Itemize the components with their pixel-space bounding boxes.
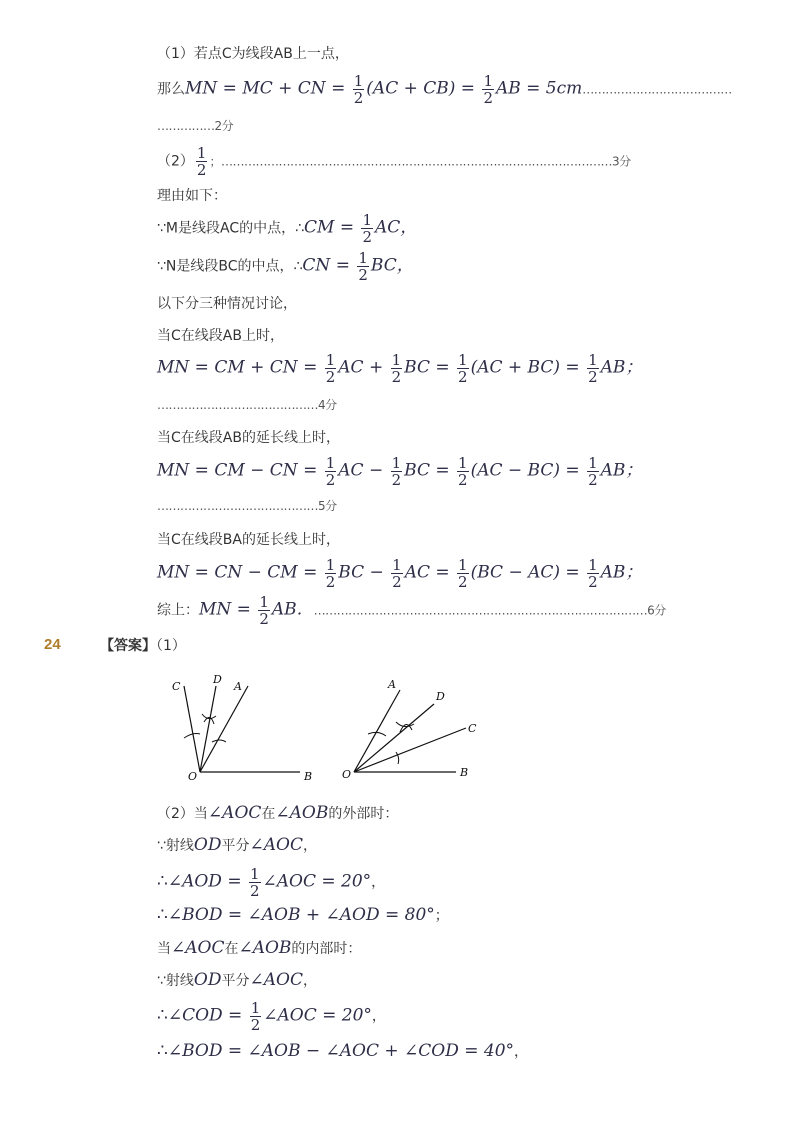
case1-equation: MN = CM + CN = $\frac{1}{2}$ AC + $\frac{1}{2}$ BC = $\frac{1}{2}$ (AC + BC) = $\frac{1}{2}$ AB；: [157, 351, 643, 386]
figure-angle-inside: [338, 672, 488, 788]
fraction: $\frac{1}{2}$: [325, 454, 336, 489]
label-d: D: [213, 673, 222, 686]
three-cases-line: 以下分三种情况讨论，: [157, 296, 297, 312]
part1-line1: （1）若点C为线段AB上一点，: [157, 46, 349, 62]
fraction: $\frac{1}{2}$: [362, 211, 373, 246]
fraction: $\frac{1}{2}$: [458, 454, 468, 489]
fraction: $\frac{1}{2}$: [259, 593, 269, 628]
arc-mark: [368, 732, 386, 736]
bod-equation-2: ∴∠BOD = ∠AOB − ∠AOC + ∠COD = 40°，: [157, 1041, 529, 1061]
label-a: A: [234, 680, 242, 693]
m-midpoint-line: ∵M是线段AC的中点，∴CM = $\frac{1}{2}$ AC，: [157, 211, 418, 246]
fraction: $\frac{1}{2}$: [392, 556, 402, 591]
fraction: $\frac{1}{2}$: [250, 999, 261, 1034]
cod-equation: ∴∠COD = $\frac{1}{2}$ ∠AOC = 20°，: [157, 999, 386, 1034]
fraction: $\frac{1}{2}$: [483, 72, 493, 107]
arc-mark: [184, 734, 200, 739]
fraction: $\frac{1}{2}$: [458, 556, 468, 591]
aod-equation: ∴∠AOD = $\frac{1}{2}$ ∠AOC = 20°，: [157, 865, 386, 900]
arc-mark: [396, 752, 399, 764]
fraction: $\frac{1}{2}$: [358, 249, 368, 284]
arc-mark: [212, 740, 226, 742]
fraction: $\frac{1}{2}$: [325, 556, 336, 591]
answer-heading: 【答案】（1）: [100, 638, 186, 654]
case1-score: ……………………………………4分: [157, 398, 337, 412]
ray-od: [354, 704, 434, 772]
question-number: 24: [44, 636, 61, 653]
fraction: $\frac{1}{2}$: [458, 351, 468, 386]
fraction: $\frac{1}{2}$: [196, 144, 207, 179]
label-o: O: [188, 770, 198, 783]
case1-title: 当C在线段AB上时，: [157, 328, 284, 344]
label-o: O: [342, 768, 352, 781]
q24-part2-title: （2）当∠AOC在∠AOB的外部时：: [157, 803, 399, 823]
case2-score: ……………………………………5分: [157, 499, 337, 513]
label-c: C: [172, 680, 181, 693]
label-a: A: [388, 678, 396, 691]
label-d: D: [436, 690, 445, 703]
ray-oa: [354, 690, 400, 772]
ray-oc: [354, 728, 466, 772]
label-b: B: [304, 770, 313, 783]
fraction: $\frac{1}{2}$: [353, 72, 364, 107]
n-midpoint-line: ∵N是线段BC的中点，∴CN = $\frac{1}{2}$ BC，: [157, 249, 414, 284]
ray-bisect-line-1: ∵射线OD平分∠AOC，: [157, 835, 317, 855]
case3-equation: MN = CN − CM = $\frac{1}{2}$ BC − $\frac{1}{2}$ AC = $\frac{1}{2}$ (BC − AC) = $\frac{1}{2}$ AB；: [157, 556, 643, 591]
ray-bisect-line-2: ∵射线OD平分∠AOC，: [157, 970, 317, 990]
figure-angle-outside: [160, 668, 325, 786]
fraction: $\frac{1}{2}$: [249, 865, 260, 900]
part1-line2: 那么MN = MC + CN = $\frac{1}{2}$ (AC + CB) = $\frac{1}{2}$ AB = 5cm…………………………………: [157, 72, 732, 107]
summary-line: 综上：MN = $\frac{1}{2}$ AB．……………………………………………………………………………6分: [157, 593, 666, 628]
fraction: $\frac{1}{2}$: [588, 351, 598, 386]
inner-case-title: 当∠AOC在∠AOB的内部时：: [157, 938, 362, 958]
label-c: C: [468, 722, 477, 735]
part2-answer-line: （2） $\frac{1}{2}$ ；…………………………………………………………………………………………3分: [157, 144, 631, 179]
fraction: $\frac{1}{2}$: [588, 454, 598, 489]
label-b: B: [460, 766, 469, 779]
fraction: $\frac{1}{2}$: [325, 351, 336, 386]
case2-title: 当C在线段AB的延长线上时，: [157, 430, 340, 446]
ray-oa: [200, 686, 248, 772]
fraction: $\frac{1}{2}$: [588, 556, 598, 591]
case3-title: 当C在线段BA的延长线上时，: [157, 532, 340, 548]
ray-od: [200, 686, 216, 772]
reason-heading: 理由如下：: [157, 188, 227, 204]
case2-equation: MN = CM − CN = $\frac{1}{2}$ AC − $\frac{1}{2}$ BC = $\frac{1}{2}$ (AC − BC) = $\frac{1}{2}$ AB；: [157, 454, 643, 489]
fraction: $\frac{1}{2}$: [391, 351, 402, 386]
part1-score: ……………2分: [157, 119, 234, 133]
fraction: $\frac{1}{2}$: [391, 454, 402, 489]
ray-oc: [184, 686, 200, 772]
bod-equation-1: ∴∠BOD = ∠AOB + ∠AOD = 80°；: [157, 905, 449, 925]
